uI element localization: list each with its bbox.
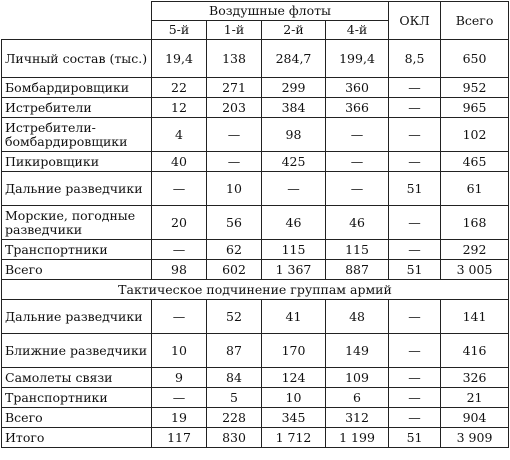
okl-cell: 51 bbox=[389, 260, 441, 280]
table-row bbox=[2, 408, 509, 428]
header-row-top bbox=[2, 2, 509, 21]
fleet-5-cell: 10 bbox=[152, 334, 207, 368]
fleet-4-cell: 199,4 bbox=[326, 40, 389, 78]
fleet-1-cell: — bbox=[207, 118, 262, 152]
fleet-5-cell: 9 bbox=[152, 368, 207, 388]
table-row bbox=[2, 260, 509, 280]
total-cell: 292 bbox=[441, 240, 509, 260]
table-row bbox=[2, 172, 509, 206]
table-row bbox=[2, 98, 509, 118]
okl-cell: — bbox=[389, 240, 441, 260]
okl-cell: 51 bbox=[389, 428, 441, 448]
fleet-5-cell: 20 bbox=[152, 206, 207, 240]
fleet-4-cell: 1 199 bbox=[326, 428, 389, 448]
table-row bbox=[2, 206, 509, 240]
table-row bbox=[2, 300, 509, 334]
table-row bbox=[2, 78, 509, 98]
fleet-1-cell: 271 bbox=[207, 78, 262, 98]
fleet-4-cell: 149 bbox=[326, 334, 389, 368]
fleet-2-cell: 384 bbox=[262, 98, 326, 118]
fleet-1-cell: 84 bbox=[207, 368, 262, 388]
fleet-4-cell: 6 bbox=[326, 388, 389, 408]
fleet-4-cell: 48 bbox=[326, 300, 389, 334]
fleet-4-cell: 887 bbox=[326, 260, 389, 280]
row-label: Морские, погодные разведчики bbox=[2, 206, 152, 240]
row-label: Итого bbox=[2, 428, 152, 448]
table-row bbox=[2, 388, 509, 408]
fleet-5-cell: 22 bbox=[152, 78, 207, 98]
row-label: Самолеты связи bbox=[2, 368, 152, 388]
total-cell: 416 bbox=[441, 334, 509, 368]
row-label: Дальние разведчики bbox=[2, 300, 152, 334]
okl-cell: — bbox=[389, 98, 441, 118]
table-row bbox=[2, 40, 509, 78]
fleet-2-cell: — bbox=[262, 172, 326, 206]
total-cell: 3 005 bbox=[441, 260, 509, 280]
fleet-5-cell: 117 bbox=[152, 428, 207, 448]
fleet-4-cell: 109 bbox=[326, 368, 389, 388]
total-cell: 61 bbox=[441, 172, 509, 206]
air-fleets-header: Воздушные флоты bbox=[152, 2, 389, 21]
table-row bbox=[2, 368, 509, 388]
row-label: Ближние разведчики bbox=[2, 334, 152, 368]
okl-cell: — bbox=[389, 368, 441, 388]
row-label: Личный состав (тыс.) bbox=[2, 40, 152, 78]
fleet-2-cell: 425 bbox=[262, 152, 326, 172]
total-cell: 326 bbox=[441, 368, 509, 388]
okl-cell: 8,5 bbox=[389, 40, 441, 78]
total-cell: 168 bbox=[441, 206, 509, 240]
fleet-2-cell: 1 367 bbox=[262, 260, 326, 280]
row-label: Пикировщики bbox=[2, 152, 152, 172]
fleet-1-cell: 602 bbox=[207, 260, 262, 280]
fleet-4-cell: 46 bbox=[326, 206, 389, 240]
okl-cell: 51 bbox=[389, 172, 441, 206]
fleet-5-cell: 98 bbox=[152, 260, 207, 280]
fleet-5-cell: 19 bbox=[152, 408, 207, 428]
section-title: Тактическое подчинение группам армий bbox=[2, 280, 509, 300]
fleet-1-cell: 10 bbox=[207, 172, 262, 206]
fleet-2-cell: 46 bbox=[262, 206, 326, 240]
fleet-5-cell: — bbox=[152, 172, 207, 206]
total-cell: 3 909 bbox=[441, 428, 509, 448]
fleet-2-cell: 98 bbox=[262, 118, 326, 152]
fleet-2-cell: 124 bbox=[262, 368, 326, 388]
fleet-5-cell: 4 bbox=[152, 118, 207, 152]
fleet-2-cell: 345 bbox=[262, 408, 326, 428]
row-label: Истребители-бомбардировщики bbox=[2, 118, 152, 152]
row-label: Истребители bbox=[2, 98, 152, 118]
fleet-2-cell: 284,7 bbox=[262, 40, 326, 78]
fleet-1-cell: 203 bbox=[207, 98, 262, 118]
fleet-1-cell: 5 bbox=[207, 388, 262, 408]
fleet-header-1: 1-й bbox=[207, 21, 262, 40]
fleet-5-cell: 19,4 bbox=[152, 40, 207, 78]
total-cell: 650 bbox=[441, 40, 509, 78]
fleet-5-cell: — bbox=[152, 388, 207, 408]
fleet-2-cell: 1 712 bbox=[262, 428, 326, 448]
fleet-1-cell: 830 bbox=[207, 428, 262, 448]
fleet-1-cell: 228 bbox=[207, 408, 262, 428]
fleet-5-cell: — bbox=[152, 300, 207, 334]
okl-cell: — bbox=[389, 334, 441, 368]
fleet-2-cell: 41 bbox=[262, 300, 326, 334]
row-label: Всего bbox=[2, 260, 152, 280]
okl-cell: — bbox=[389, 78, 441, 98]
total-cell: 952 bbox=[441, 78, 509, 98]
total-cell: 102 bbox=[441, 118, 509, 152]
section-row bbox=[2, 280, 509, 300]
fleet-4-cell: — bbox=[326, 118, 389, 152]
okl-header: ОКЛ bbox=[389, 2, 441, 40]
fleet-header-4: 4-й bbox=[326, 21, 389, 40]
fleet-4-cell: — bbox=[326, 172, 389, 206]
fleet-2-cell: 170 bbox=[262, 334, 326, 368]
table-row bbox=[2, 152, 509, 172]
air-fleets-table bbox=[1, 1, 509, 448]
fleet-1-cell: 138 bbox=[207, 40, 262, 78]
fleet-1-cell: 56 bbox=[207, 206, 262, 240]
fleet-4-cell: 312 bbox=[326, 408, 389, 428]
total-cell: 141 bbox=[441, 300, 509, 334]
okl-cell: — bbox=[389, 408, 441, 428]
fleet-5-cell: — bbox=[152, 240, 207, 260]
row-label: Дальние разведчики bbox=[2, 172, 152, 206]
fleet-header-5: 5-й bbox=[152, 21, 207, 40]
total-cell: 21 bbox=[441, 388, 509, 408]
header-corner-cell bbox=[2, 2, 152, 40]
okl-cell: — bbox=[389, 300, 441, 334]
fleet-4-cell: 366 bbox=[326, 98, 389, 118]
fleet-4-cell: 360 bbox=[326, 78, 389, 98]
okl-cell: — bbox=[389, 206, 441, 240]
total-cell: 965 bbox=[441, 98, 509, 118]
total-cell: 465 bbox=[441, 152, 509, 172]
fleet-5-cell: 12 bbox=[152, 98, 207, 118]
okl-cell: — bbox=[389, 152, 441, 172]
table-row bbox=[2, 240, 509, 260]
fleet-1-cell: 62 bbox=[207, 240, 262, 260]
total-cell: 904 bbox=[441, 408, 509, 428]
table-row bbox=[2, 118, 509, 152]
fleet-4-cell: — bbox=[326, 152, 389, 172]
fleet-2-cell: 10 bbox=[262, 388, 326, 408]
table-row bbox=[2, 428, 509, 448]
fleet-4-cell: 115 bbox=[326, 240, 389, 260]
fleet-2-cell: 299 bbox=[262, 78, 326, 98]
okl-cell: — bbox=[389, 118, 441, 152]
row-label: Транспортники bbox=[2, 240, 152, 260]
fleet-2-cell: 115 bbox=[262, 240, 326, 260]
row-label: Транспортники bbox=[2, 388, 152, 408]
fleet-1-cell: 87 bbox=[207, 334, 262, 368]
total-header: Всего bbox=[441, 2, 509, 40]
table-row bbox=[2, 334, 509, 368]
okl-cell: — bbox=[389, 388, 441, 408]
row-label: Всего bbox=[2, 408, 152, 428]
row-label: Бомбардировщики bbox=[2, 78, 152, 98]
fleet-5-cell: 40 bbox=[152, 152, 207, 172]
fleet-1-cell: 52 bbox=[207, 300, 262, 334]
fleet-header-2: 2-й bbox=[262, 21, 326, 40]
fleet-1-cell: — bbox=[207, 152, 262, 172]
